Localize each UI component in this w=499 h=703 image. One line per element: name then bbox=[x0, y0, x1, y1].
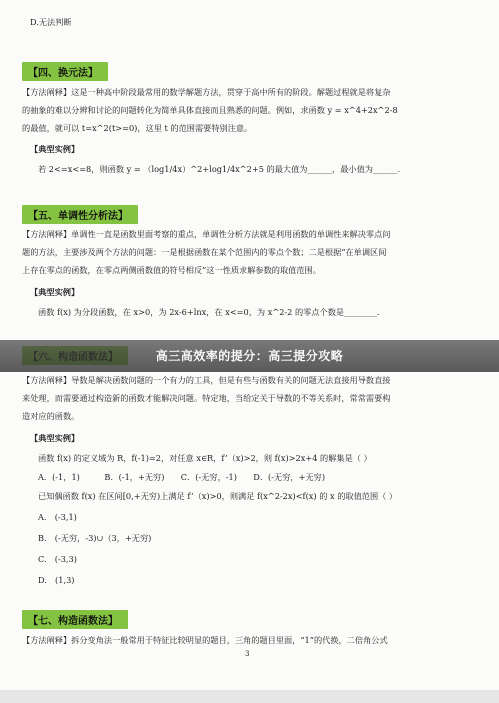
sec6-question-1-options: A．(-1，1) B．(-1，+无穷) C．(-无穷，-1) D．(-无穷，+无穷) bbox=[38, 472, 326, 482]
sec6-line3: 造对应的函数。 bbox=[22, 411, 80, 421]
sec6-question-2-option-c: C. (-3,3) bbox=[38, 554, 77, 564]
sec4-example-label: 【典型实例】 bbox=[30, 144, 80, 154]
section-heading-5: 【五、单调性分析法】 bbox=[22, 205, 138, 224]
sec6-question-1: 函数 f(x) 的定义域为 R，f(-1)=2，对任意 x∈R，f’（x)>2，则 f(x)>2x+4 的解集是（ ） bbox=[38, 453, 372, 463]
sec4-example-1: 若 2<=x<=8，则函数 y = （log1/4x）^2+log1/4x^2+5 的最大值为______，最小值为______. bbox=[38, 164, 401, 174]
sec6-question-2-option-a: A. (-3,1) bbox=[38, 512, 77, 522]
sec5-example-label: 【典型实例】 bbox=[30, 287, 80, 297]
section-heading-7: 【七、构造函数法】 bbox=[22, 610, 128, 629]
sec6-question-2-option-d: D. (1,3) bbox=[38, 575, 75, 585]
sec5-line3: 上存在零点的函数，在零点两侧函数值的符号相反”这一性质求解参数的取值范围。 bbox=[22, 265, 321, 275]
sec5-line2: 题的方法，主要涉及两个方法的问题：一是根据函数在某个范围内的零点个数；二是根据“在单调区间 bbox=[22, 247, 387, 257]
sec6-line2: 来处理，而需要通过构造新的函数才能解决问题。特定地，当给定关于导数的不等关系时，常常需要构 bbox=[22, 393, 391, 403]
sec6-example-label: 【典型实例】 bbox=[30, 433, 80, 443]
page-number: 3 bbox=[245, 650, 250, 658]
sec6-line1: 【方法阐释】导数是解决函数问题的一个有力的工具，但是有些与函数有关的问题无法直接用导数直接 bbox=[22, 375, 391, 385]
section-heading-4: 【四、换元法】 bbox=[22, 62, 108, 81]
banner-title: 高三高效率的提分：高三提分攻略 bbox=[155, 349, 344, 363]
sec5-line1: 【方法阐释】单调性一直是函数里面考察的重点，单调性分析方法就是利用函数的单调性来解决零点问 bbox=[22, 229, 391, 239]
sec4-line2: 的抽象的难以分辨和讨论的问题转化为简单具体直接而且熟悉的问题。例如，求函数 y = x^4+2x^2-8 bbox=[22, 105, 398, 115]
sec7-line1: 【方法阐释】拆分变角法一般常用于特征比较明显的题目，三角的题目里面，“1”的代换，二倍角公式 bbox=[22, 635, 388, 645]
bottom-strip bbox=[0, 690, 499, 703]
sec6-question-2: 已知偶函数 f(x) 在区间[0,+无穷)上满足 f’（x)>0，则满足 f(x^2-2x)<f(x) 的 x 的取值范围（ ） bbox=[38, 491, 398, 501]
sec5-example-1: 函数 f(x) 为分段函数，在 x>0，为 2x-6+lnx，在 x<=0，为 x^2-2 的零点个数是________. bbox=[38, 307, 380, 317]
option-d-top: D.无法判断 bbox=[30, 17, 72, 27]
sec4-line3: 的最值，就可以 t=x^2(t>=0)，这里 t 的范围需要特别注意。 bbox=[22, 123, 253, 133]
sec4-line1: 【方法阐释】这是一种高中阶段最常用的数学解题方法，贯穿于高中所有的阶段。解题过程就是将复杂 bbox=[22, 87, 391, 97]
sec6-question-2-option-b: B. (-无穷，-3)∪（3，+无穷) bbox=[38, 533, 152, 543]
